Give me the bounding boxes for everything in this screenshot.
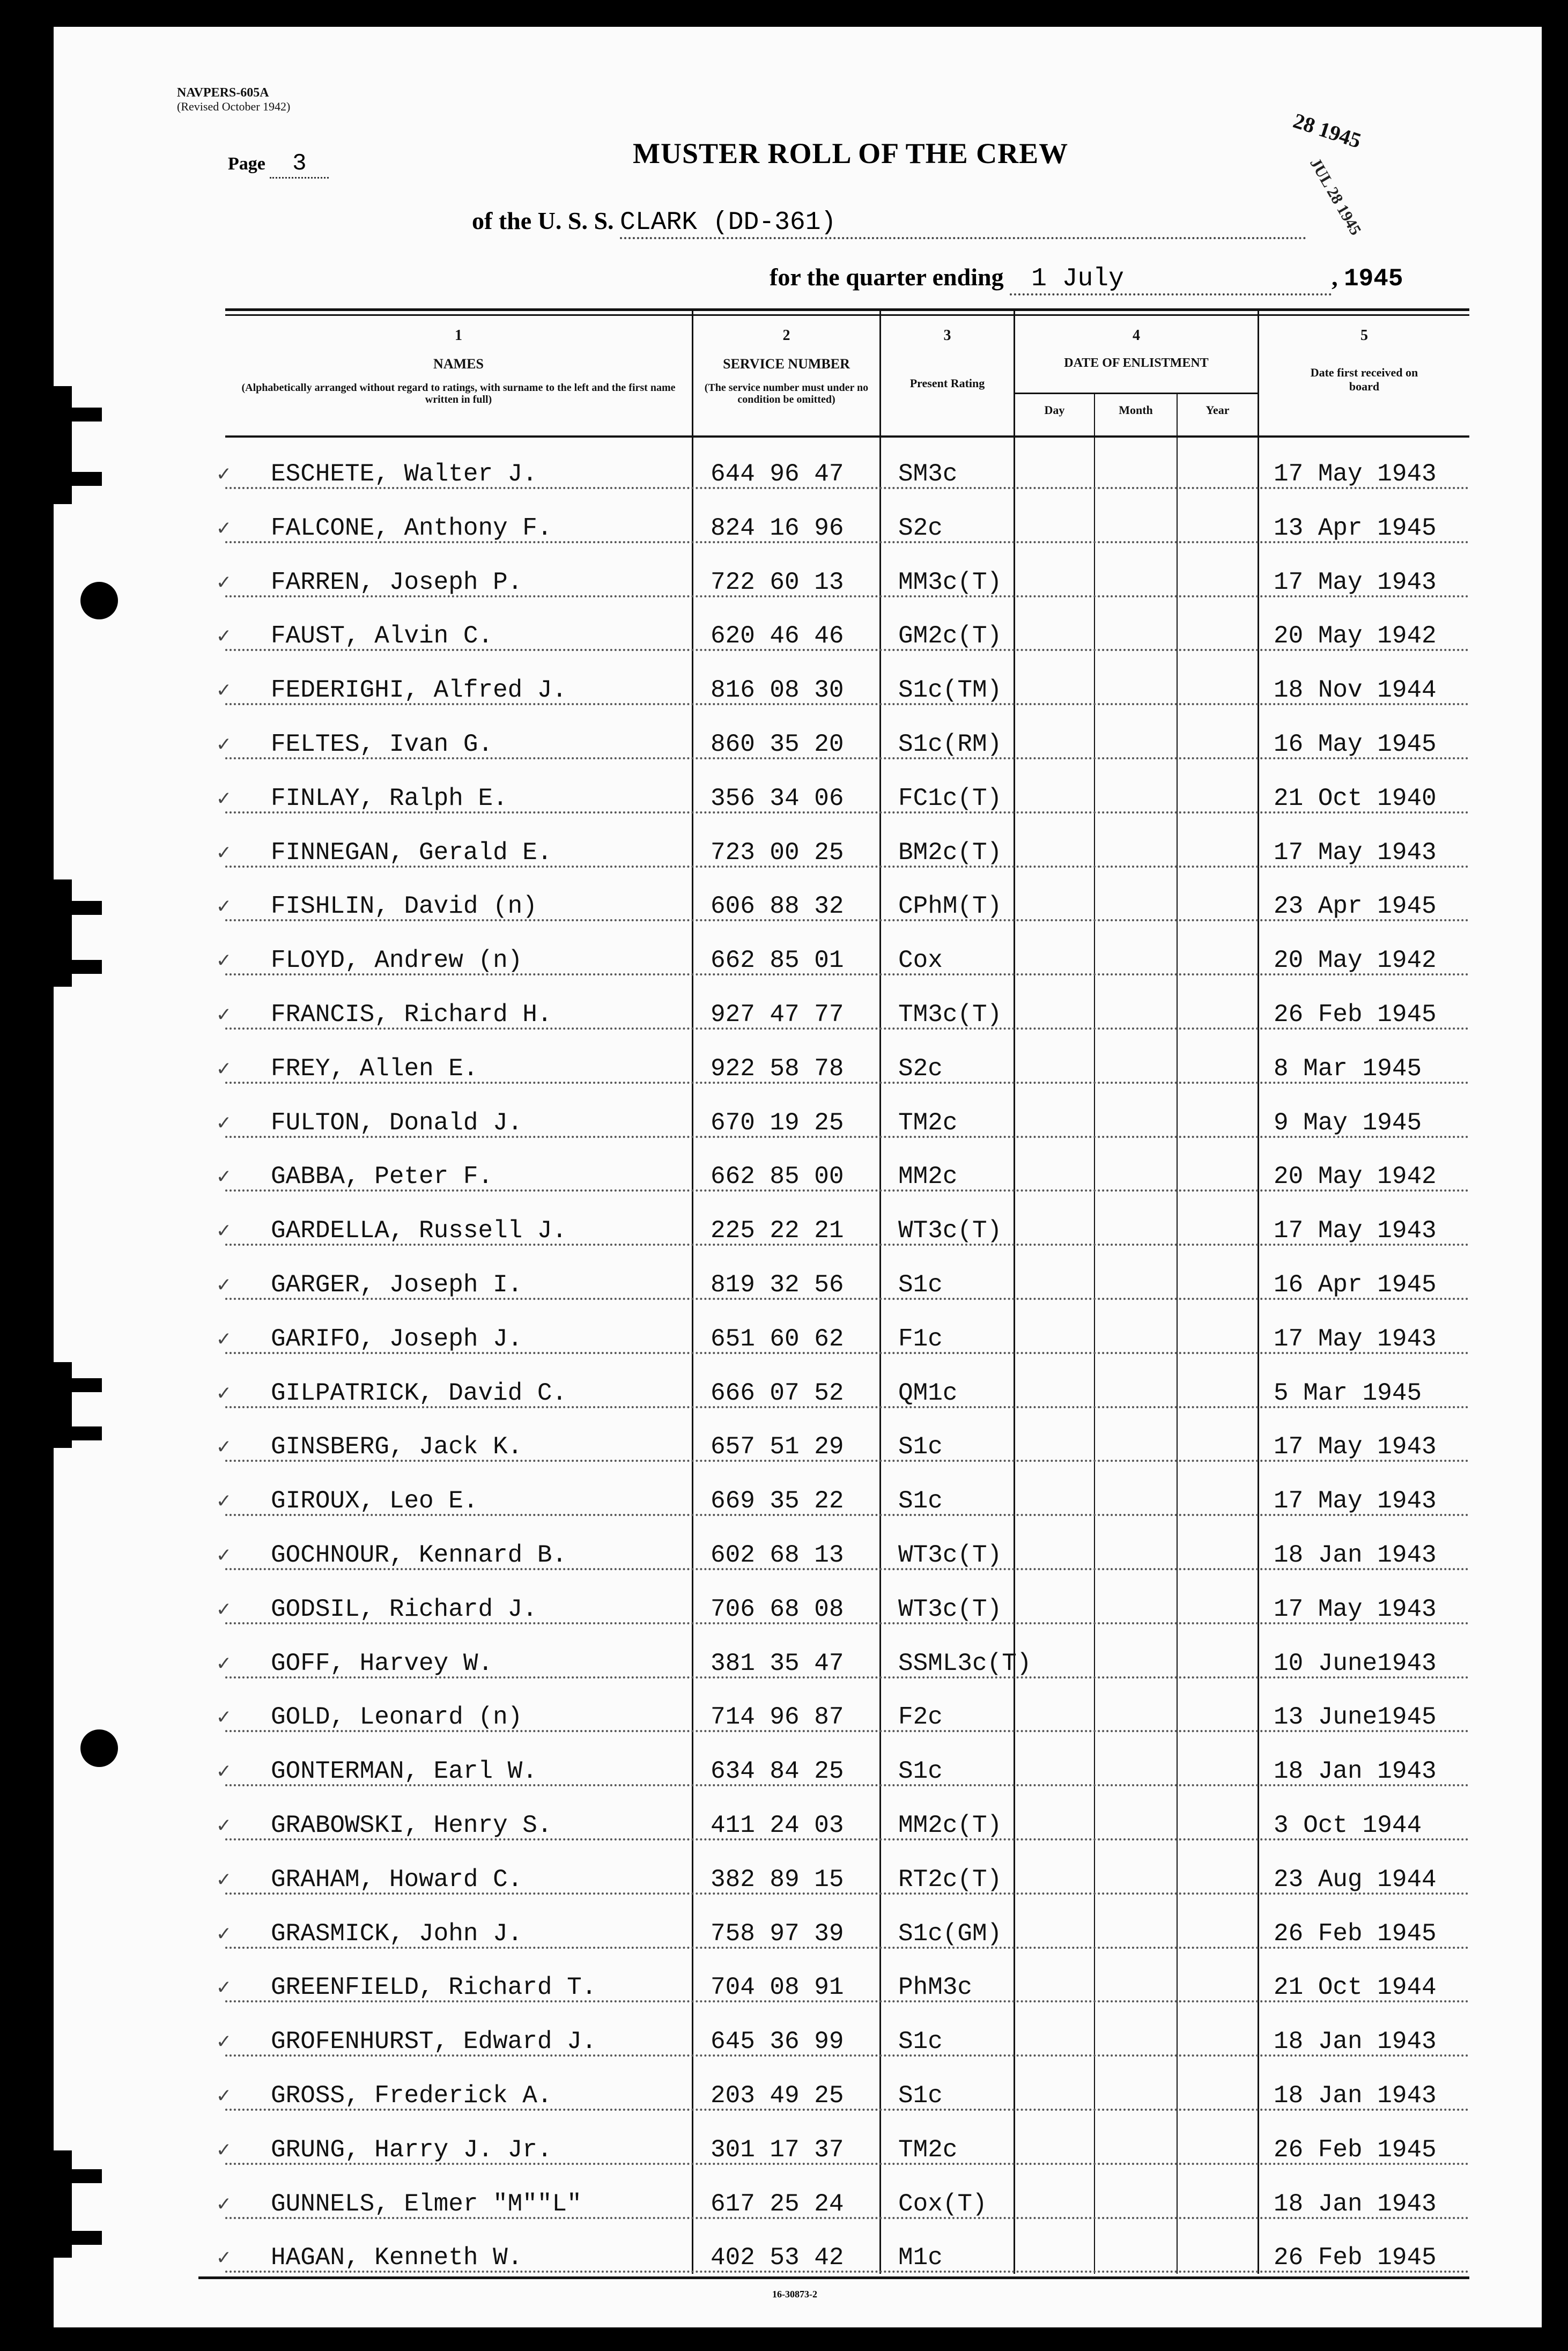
column-number: 2 [782,327,790,344]
crew-name: HAGAN, Kenneth W. [271,2244,523,2272]
table-row [215,661,1469,715]
table-top-rule [225,308,1469,311]
check-mark-icon: ✓ [217,1598,231,1623]
column-note: (The service number must under no condition be omitted) [704,382,869,405]
check-mark-icon: ✓ [217,2031,231,2056]
quarter-date: 1 July [1010,264,1332,295]
service-number: 617 25 24 [711,2190,844,2218]
service-number: 816 08 30 [711,676,844,705]
service-number: 922 58 78 [711,1054,844,1083]
binder-tab [54,2169,102,2183]
column-header-service-number [693,327,879,405]
present-rating: SM3c [898,460,958,488]
ship-field [472,206,1306,239]
table-row [215,931,1469,985]
column-header-date-received [1259,327,1469,394]
check-mark-icon: ✓ [217,1274,231,1298]
present-rating: F1c [898,1325,943,1353]
binder-tab [54,1426,102,1440]
check-mark-icon: ✓ [217,1436,231,1461]
check-mark-icon: ✓ [217,679,231,704]
date-received: 18 Jan 1943 [1274,1541,1437,1569]
table-row [215,2013,1469,2066]
present-rating: S1c [898,1271,943,1299]
service-number: 662 85 00 [711,1163,844,1191]
present-rating: S2c [898,1054,943,1083]
date-received: 17 May 1943 [1274,1325,1437,1353]
service-number: 301 17 37 [711,2135,844,2164]
column-number: 5 [1360,327,1368,344]
table-row [215,607,1469,661]
service-number: 670 19 25 [711,1108,844,1137]
table-row [215,445,1469,499]
table-row [215,877,1469,931]
column-subheader-year: Year [1205,403,1230,417]
present-rating: GM2c(T) [898,622,1002,650]
present-rating: S1c [898,1757,943,1786]
present-rating: MM2c(T) [898,1812,1002,1839]
present-rating: WT3c(T) [898,1595,1002,1623]
date-received: 13 June1945 [1274,1703,1437,1732]
present-rating: BM2c(T) [898,838,1002,867]
present-rating: Cox(T) [898,2190,987,2218]
service-number: 411 24 03 [711,1812,844,1839]
column-number: 3 [943,327,951,344]
crew-name: GARGER, Joseph I. [271,1271,523,1299]
date-received: 18 Jan 1943 [1274,2082,1437,2110]
column-header-names [225,327,692,405]
service-number: 927 47 77 [711,1001,844,1029]
crew-name: GUNNELS, Elmer "M""L" [271,2190,582,2218]
crew-name: FINLAY, Ralph E. [271,784,508,812]
column-title: Present Rating [909,376,985,390]
column-header-enlistment [1015,327,1258,371]
date-received: 23 Apr 1945 [1274,892,1437,921]
date-received: 23 Aug 1944 [1274,1865,1437,1894]
form-identifier [177,86,290,114]
table-row [215,1905,1469,1958]
table-row [215,1688,1469,1742]
crew-name: GIROUX, Leo E. [271,1487,478,1515]
crew-name: FEDERIGHI, Alfred J. [271,676,567,705]
table-row [215,553,1469,607]
form-revision: (Revised October 1942) [177,100,291,113]
ship-name: CLARK (DD-361) [620,208,1306,239]
table-row [215,1742,1469,1796]
table-row [215,499,1469,553]
crew-name: GOCHNOUR, Kennard B. [271,1541,567,1569]
table-row [215,1364,1469,1418]
crew-name: GROFENHURST, Edward J. [271,2028,597,2056]
table-row [215,1635,1469,1688]
check-mark-icon: ✓ [217,950,231,974]
present-rating: Cox [898,947,943,975]
date-received: 26 Feb 1945 [1274,2135,1437,2164]
table-row [215,1958,1469,2012]
check-mark-icon: ✓ [217,1544,231,1569]
check-mark-icon: ✓ [217,2247,231,2272]
service-number: 382 89 15 [711,1865,844,1894]
crew-name: GOFF, Harvey W. [271,1649,493,1677]
date-received: 9 May 1945 [1274,1108,1422,1137]
crew-name: FALCONE, Anthony F. [271,514,552,542]
date-received: 18 Jan 1943 [1274,2028,1437,2056]
check-mark-icon: ✓ [217,1977,231,2001]
date-received: 10 June1943 [1274,1649,1437,1677]
document-title: MUSTER ROLL OF THE CREW [633,137,1069,169]
crew-name: FULTON, Donald J. [271,1108,523,1137]
column-title: SERVICE NUMBER [723,356,850,372]
quarter-label: for the quarter ending [770,263,1004,291]
check-mark-icon: ✓ [217,1220,231,1245]
date-received: 17 May 1943 [1274,1595,1437,1623]
present-rating: QM1c [898,1379,958,1407]
present-rating: MM3c(T) [898,568,1002,596]
present-rating: S1c [898,1433,943,1461]
crew-name: FRANCIS, Richard H. [271,1001,552,1029]
quarter-year: 1945 [1344,265,1403,293]
column-subheader-day: Day [1044,403,1065,417]
present-rating: TM3c(T) [898,1001,1002,1029]
page-number-field [228,150,329,179]
check-mark-icon: ✓ [217,896,231,920]
check-mark-icon: ✓ [217,1868,231,1893]
present-rating: MM2c [898,1163,958,1191]
table-row [215,1796,1469,1850]
table-row [215,1418,1469,1472]
date-received: 26 Feb 1945 [1274,2244,1437,2272]
date-received: 3 Oct 1944 [1274,1812,1422,1839]
binder-tab [54,2231,102,2245]
check-mark-icon: ✓ [217,787,231,812]
present-rating: M1c [898,2244,943,2272]
check-mark-icon: ✓ [217,1058,231,1082]
service-number: 714 96 87 [711,1703,844,1732]
header-bottom-rule [225,435,1469,438]
service-number: 666 07 52 [711,1379,844,1407]
present-rating: TM2c [898,2135,958,2164]
present-rating: S1c [898,1487,943,1515]
service-number: 203 49 25 [711,2082,844,2110]
date-received: 16 May 1945 [1274,730,1437,758]
table-row [215,1472,1469,1526]
date-received: 20 May 1942 [1274,1163,1437,1191]
check-mark-icon: ✓ [217,571,231,596]
date-received: 17 May 1943 [1274,1487,1437,1515]
date-received: 26 Feb 1945 [1274,1001,1437,1029]
binder-tab [54,472,102,486]
crew-name: FARREN, Joseph P. [271,568,523,596]
date-received: 17 May 1943 [1274,1217,1437,1245]
check-mark-icon: ✓ [217,2193,231,2217]
table-row [215,1526,1469,1580]
crew-name: GRAHAM, Howard C. [271,1865,523,1894]
present-rating: PhM3c [898,1973,973,2002]
page-number-value: 3 [270,150,329,179]
table-row [215,1310,1469,1364]
crew-name: FLOYD, Andrew (n) [271,947,523,975]
crew-name: GONTERMAN, Earl W. [271,1757,537,1786]
present-rating: FC1c(T) [898,784,1002,812]
binder-tab [54,386,72,504]
table-top-rule [225,314,1469,316]
check-mark-icon: ✓ [217,734,231,758]
service-number: 860 35 20 [711,730,844,758]
check-mark-icon: ✓ [217,1652,231,1677]
check-mark-icon: ✓ [217,517,231,542]
date-received: 17 May 1943 [1274,838,1437,867]
date-received: 16 Apr 1945 [1274,1271,1437,1299]
crew-name: GRUNG, Harry J. Jr. [271,2135,552,2164]
service-number: 662 85 01 [711,947,844,975]
service-number: 645 36 99 [711,2028,844,2056]
present-rating: TM2c [898,1108,958,1137]
crew-name: GINSBERG, Jack K. [271,1433,523,1461]
crew-name: GREENFIELD, Richard T. [271,1973,597,2002]
page-label: Page [228,154,265,174]
check-mark-icon: ✓ [217,1706,231,1731]
table-row [215,2229,1469,2282]
present-rating: SSML3c(T) [898,1649,1032,1677]
crew-name: FELTES, Ivan G. [271,730,493,758]
present-rating: S1c(TM) [898,676,1002,705]
binder-tab [54,1378,102,1392]
table-row [215,2175,1469,2229]
date-received: 18 Jan 1943 [1274,2190,1437,2218]
check-mark-icon: ✓ [217,1112,231,1136]
crew-name: ESCHETE, Walter J. [271,460,537,488]
check-mark-icon: ✓ [217,1382,231,1407]
check-mark-icon: ✓ [217,841,231,866]
table-row [215,1851,1469,1904]
punch-hole [80,582,118,619]
binder-tab [54,901,102,915]
check-mark-icon: ✓ [217,625,231,650]
table-row [215,824,1469,877]
date-received: 18 Nov 1944 [1274,676,1437,705]
check-mark-icon: ✓ [217,2139,231,2163]
check-mark-icon: ✓ [217,1490,231,1515]
present-rating: S1c(RM) [898,730,1002,758]
column-number: 4 [1133,327,1140,344]
column-title: Date first received on board [1310,366,1418,393]
ship-label: of the U. S. S. [472,207,614,234]
service-number: 758 97 39 [711,1919,844,1948]
service-number: 644 96 47 [711,460,844,488]
table-row [215,715,1469,769]
service-number: 669 35 22 [711,1487,844,1515]
service-number: 706 68 08 [711,1595,844,1623]
date-received: 5 Mar 1945 [1274,1379,1422,1407]
date-received: 8 Mar 1945 [1274,1054,1422,1083]
present-rating: CPhM(T) [898,892,1002,921]
crew-name: GABBA, Peter F. [271,1163,493,1191]
table-row [215,2067,1469,2120]
present-rating: S1c(GM) [898,1919,1002,1948]
present-rating: WT3c(T) [898,1541,1002,1569]
check-mark-icon: ✓ [217,463,231,487]
column-title: DATE OF ENLISTMENT [1064,356,1209,370]
crew-name: GILPATRICK, David C. [271,1379,567,1407]
service-number: 606 88 32 [711,892,844,921]
service-number: 381 35 47 [711,1649,844,1677]
check-mark-icon: ✓ [217,1923,231,1947]
service-number: 657 51 29 [711,1433,844,1461]
service-number: 824 16 96 [711,514,844,542]
service-number: 225 22 21 [711,1217,844,1245]
binder-tab [54,960,102,974]
binder-tab [54,408,102,422]
service-number: 651 60 62 [711,1325,844,1353]
service-number: 723 00 25 [711,838,844,867]
quarter-field: for the quarter ending 1 July , 1945 [770,263,1403,295]
crew-name: FISHLIN, David (n) [271,892,537,921]
column-header-rating [881,327,1014,390]
column-number: 1 [455,327,462,344]
service-number: 356 34 06 [711,784,844,812]
service-number: 722 60 13 [711,568,844,596]
crew-name: GARIFO, Joseph J. [271,1325,523,1353]
check-mark-icon: ✓ [217,1166,231,1191]
table-row [215,1148,1469,1201]
service-number: 634 84 25 [711,1757,844,1786]
crew-name: GARDELLA, Russell J. [271,1217,567,1245]
check-mark-icon: ✓ [217,1761,231,1785]
date-received: 17 May 1943 [1274,1433,1437,1461]
check-mark-icon: ✓ [217,2085,231,2109]
column-subheader-month: Month [1119,403,1153,417]
check-mark-icon: ✓ [217,1328,231,1352]
form-number: NAVPERS-605A [177,86,269,100]
service-number: 704 08 91 [711,1973,844,2002]
date-received: 21 Oct 1940 [1274,784,1437,812]
crew-name: GRABOWSKI, Henry S. [271,1812,552,1839]
table-row [215,1094,1469,1148]
date-received: 13 Apr 1945 [1274,514,1437,542]
column-title: NAMES [433,356,484,372]
table-row [215,2121,1469,2175]
date-received: 20 May 1942 [1274,622,1437,650]
date-received: 17 May 1943 [1274,568,1437,596]
date-stamp: JUL 28 1945 [1306,155,1365,239]
enlistment-subheader-rule [1014,393,1258,394]
table-row [215,1202,1469,1255]
crew-name: GROSS, Frederick A. [271,2082,552,2110]
crew-name: FREY, Allen E. [271,1054,478,1083]
table-row [215,770,1469,823]
table-row [215,986,1469,1039]
date-received: 26 Feb 1945 [1274,1919,1437,1948]
check-mark-icon: ✓ [217,1815,231,1839]
present-rating: S1c [898,2082,943,2110]
service-number: 402 53 42 [711,2244,844,2272]
date-received: 21 Oct 1944 [1274,1973,1437,2002]
crew-name: GODSIL, Richard J. [271,1595,537,1623]
crew-name: GRASMICK, John J. [271,1919,523,1948]
service-number: 819 32 56 [711,1271,844,1299]
received-stamp: 28 1945 [1290,108,1364,153]
present-rating: RT2c(T) [898,1865,1002,1894]
service-number: 620 46 46 [711,622,844,650]
date-received: 17 May 1943 [1274,460,1437,488]
print-code: 16-30873-2 [772,2289,817,2300]
present-rating: F2c [898,1703,943,1732]
table-row [215,1040,1469,1093]
date-received: 18 Jan 1943 [1274,1757,1437,1786]
table-row [215,1580,1469,1634]
punch-hole [80,1729,118,1767]
check-mark-icon: ✓ [217,1004,231,1028]
present-rating: S2c [898,514,943,542]
crew-name: FAUST, Alvin C. [271,622,493,650]
crew-name: FINNEGAN, Gerald E. [271,838,552,867]
present-rating: S1c [898,2028,943,2056]
present-rating: WT3c(T) [898,1217,1002,1245]
service-number: 602 68 13 [711,1541,844,1569]
date-received: 20 May 1942 [1274,947,1437,975]
column-note: (Alphabetically arranged without regard to ratings, with surname to the left and the first name written in full) [241,382,676,405]
crew-name: GOLD, Leonard (n) [271,1703,523,1732]
table-row [215,1256,1469,1310]
